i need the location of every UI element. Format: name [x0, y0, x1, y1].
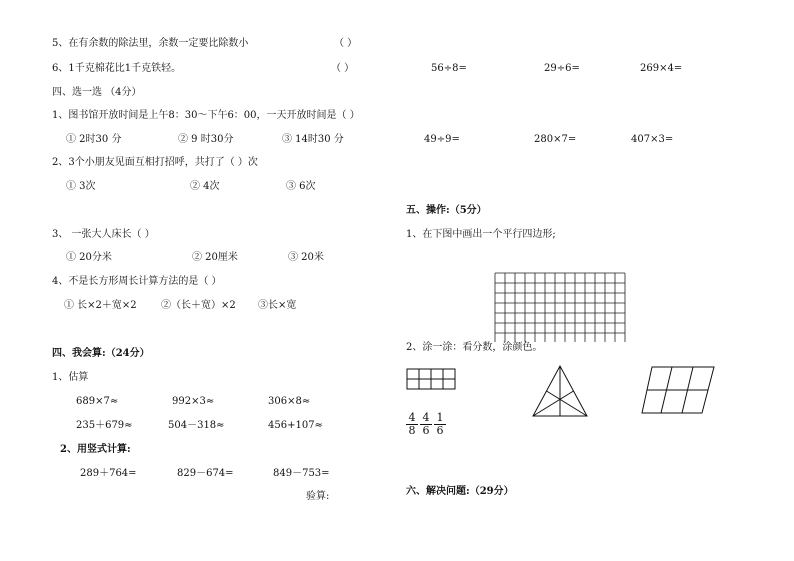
oral-calc-6: 407×3=: [631, 134, 674, 145]
choice-2-option-3[interactable]: ③ 6次: [286, 181, 316, 192]
operation-1: 1、在下图中画出一个平行四边形;: [406, 229, 556, 240]
choice-4-option-2[interactable]: ②（长＋宽）×2: [161, 300, 236, 311]
drawing-grid[interactable]: [494, 272, 626, 342]
fraction-2-denominator: 6: [422, 424, 430, 437]
check-label: 验算:: [306, 491, 330, 502]
vertical-calc-label: [60, 444, 131, 456]
choice-3-option-2[interactable]: ② 20厘米: [192, 252, 238, 263]
choice-question-3: 3、 一张大人床长（ ）: [52, 229, 155, 240]
choice-question-2: 2、3个小朋友见面互相打招呼，共打了（ ）次: [52, 157, 258, 168]
estimate-item-5: 504－318≈: [168, 420, 225, 431]
oral-calc-3: 269×4=: [640, 63, 683, 74]
choice-question-4: 4、不是长方形周长计算方法的是（ ）: [52, 276, 222, 287]
choice-3-option-1[interactable]: ① 20分米: [66, 252, 112, 263]
fraction-1-numerator: 4: [406, 412, 418, 425]
choice-1-option-1[interactable]: ① 2时30 分: [66, 134, 122, 145]
choice-2-option-2[interactable]: ② 4次: [190, 181, 220, 192]
section-4-title: 四、选一选 （4分）: [52, 87, 142, 98]
calc-section-title: 四、我会算:（24分）: [52, 348, 150, 359]
choice-1-option-2[interactable]: ② 9 时30分: [178, 134, 234, 145]
oral-calc-5: 280×7=: [534, 134, 577, 145]
choice-question-1: 1、图书馆开放时间是上午8：30～下午6：00，一天开放时间是（ ）: [52, 110, 360, 121]
vertical-calc-label-text: 2、用竖式计算:: [60, 444, 131, 455]
fraction-3-denominator: 6: [436, 424, 444, 437]
choice-4-option-3[interactable]: ③长×宽: [258, 300, 297, 311]
choice-3-option-3[interactable]: ③ 20米: [288, 252, 324, 263]
rectangle-quarters-shape[interactable]: [406, 368, 456, 390]
vertical-calc-2: 829－674=: [177, 468, 234, 479]
estimate-item-1: 689×7≈: [76, 396, 119, 407]
section-6-title: 六、解决问题:（29分）: [406, 486, 514, 497]
question-6: 6、1千克棉花比1千克铁轻。: [52, 63, 182, 74]
estimate-item-6: 456+107≈: [268, 420, 323, 431]
estimate-item-2: 992×3≈: [172, 396, 215, 407]
fraction-3-numerator: 1: [434, 412, 446, 425]
fraction-3: [434, 412, 446, 437]
oral-calc-2: 29÷6=: [544, 63, 580, 74]
fraction-1: [406, 412, 418, 437]
triangle-sixths-shape[interactable]: [531, 364, 589, 418]
section-5-title: 五、操作:（5分）: [406, 205, 487, 216]
vertical-calc-3: 849－753=: [273, 468, 330, 479]
vertical-calc-1: 289＋764=: [80, 468, 137, 479]
choice-4-option-1[interactable]: ① 长×2＋宽×2: [64, 300, 137, 311]
operation-2: 2、涂一涂：看分数，涂颜色。: [406, 342, 543, 353]
oral-calc-4: 49÷9=: [424, 134, 460, 145]
fraction-2-numerator: 4: [420, 412, 432, 425]
question-5: 5、在有余数的除法里，余数一定要比除数小: [52, 38, 249, 49]
estimate-item-4: 235＋679≈: [76, 420, 133, 431]
parallelogram-sixths-shape[interactable]: [640, 365, 716, 415]
fraction-2: [420, 412, 432, 437]
choice-1-option-3[interactable]: ③ 14时30 分: [282, 134, 344, 145]
choice-2-option-1[interactable]: ① 3次: [66, 181, 96, 192]
answer-paren-6[interactable]: （ ）: [331, 63, 355, 74]
answer-paren-5[interactable]: （ ）: [334, 38, 358, 49]
estimate-item-3: 306×8≈: [268, 396, 311, 407]
fraction-1-denominator: 8: [408, 424, 416, 437]
oral-calc-1: 56÷8=: [431, 63, 467, 74]
estimate-label: 1、估算: [52, 372, 89, 383]
